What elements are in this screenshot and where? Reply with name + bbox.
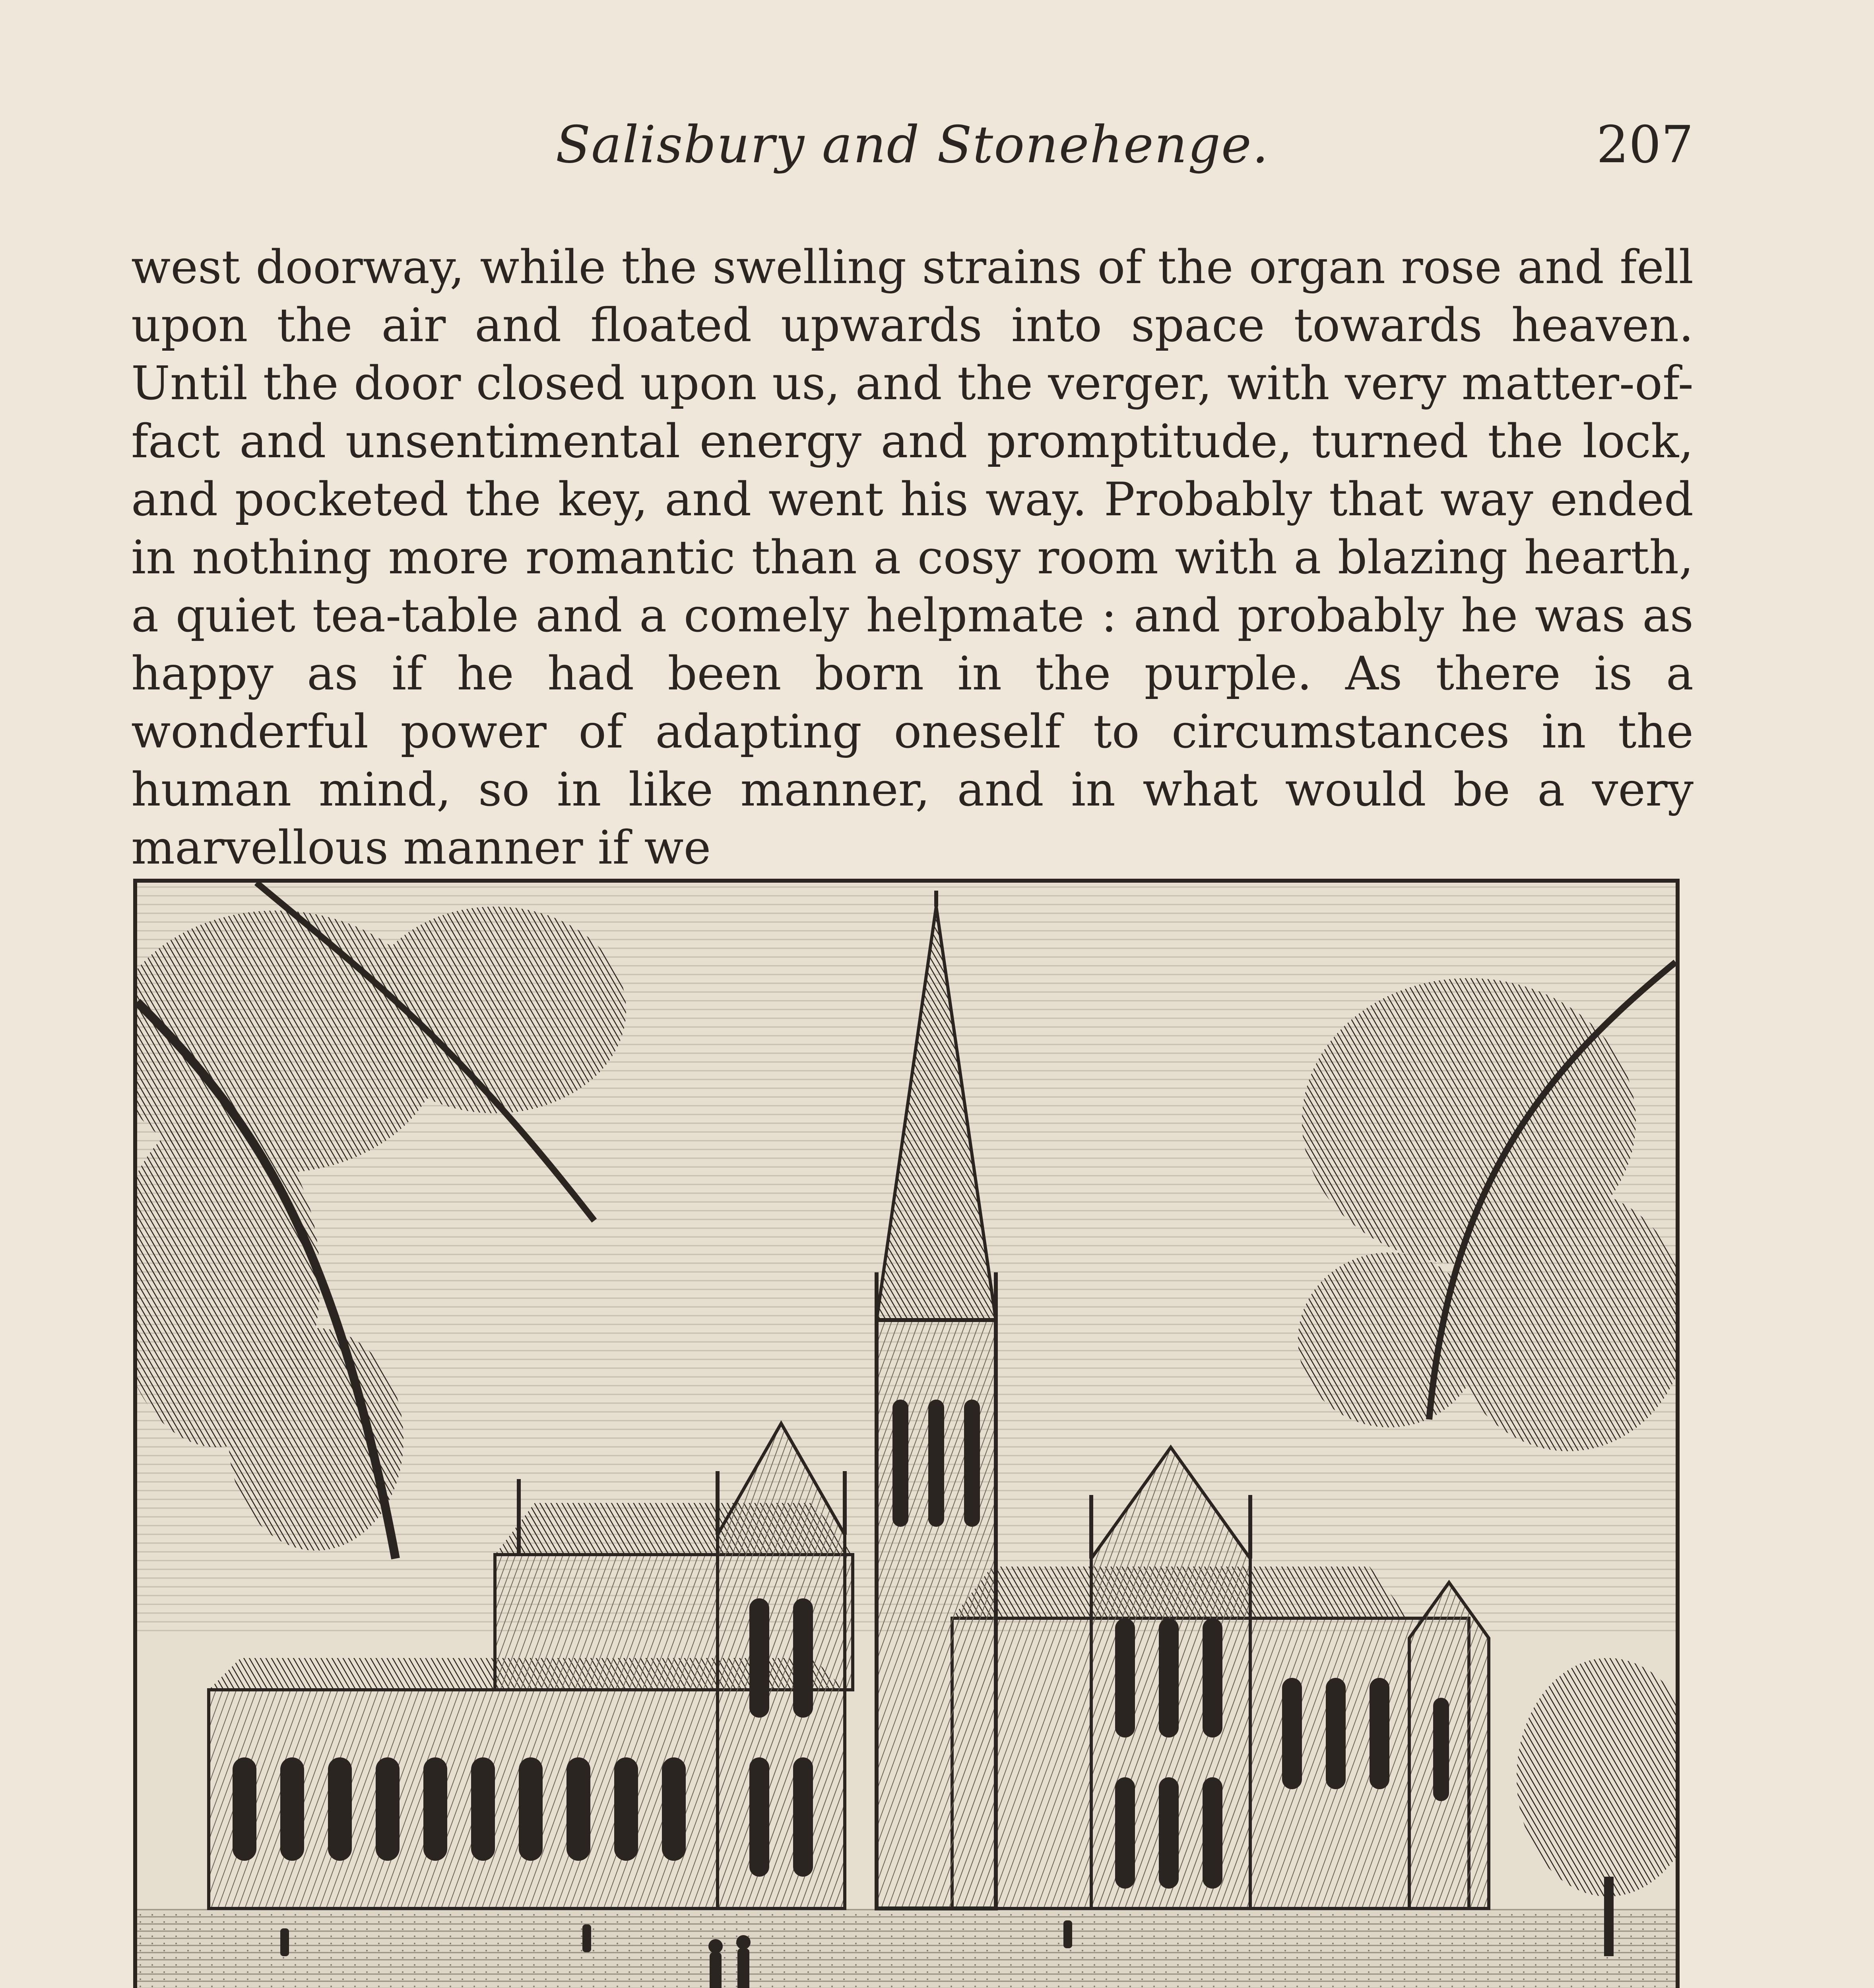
paragraph: west doorway, while the swelling strains of the organ rose and fell upon the air and floated upwards into space towards heaven. Until the door closed upon us, and the verger, with very matter-of-fact and unsentimental energy and promptitude, turned the lock, and pocketed the key, and went his way. Probably that way ended in nothing more romantic than a cosy room with a blazing hearth, a quiet tea-table and a comely helpmate : and probably he was as happy as if he had been born in the purple. As there is a wonderful power of adapting oneself to circumstances in the human mind, so in like manner, and in what would be a very marvellous manner if we [131,241,1694,875]
cathedral-illustration [137,883,1676,1988]
page-number: 207 [1596,115,1694,175]
running-head [131,115,1694,187]
body-text-top [131,239,1694,877]
cathedral-engraving [133,879,1680,1988]
running-title: Salisbury and Stonehenge. [555,115,1269,175]
